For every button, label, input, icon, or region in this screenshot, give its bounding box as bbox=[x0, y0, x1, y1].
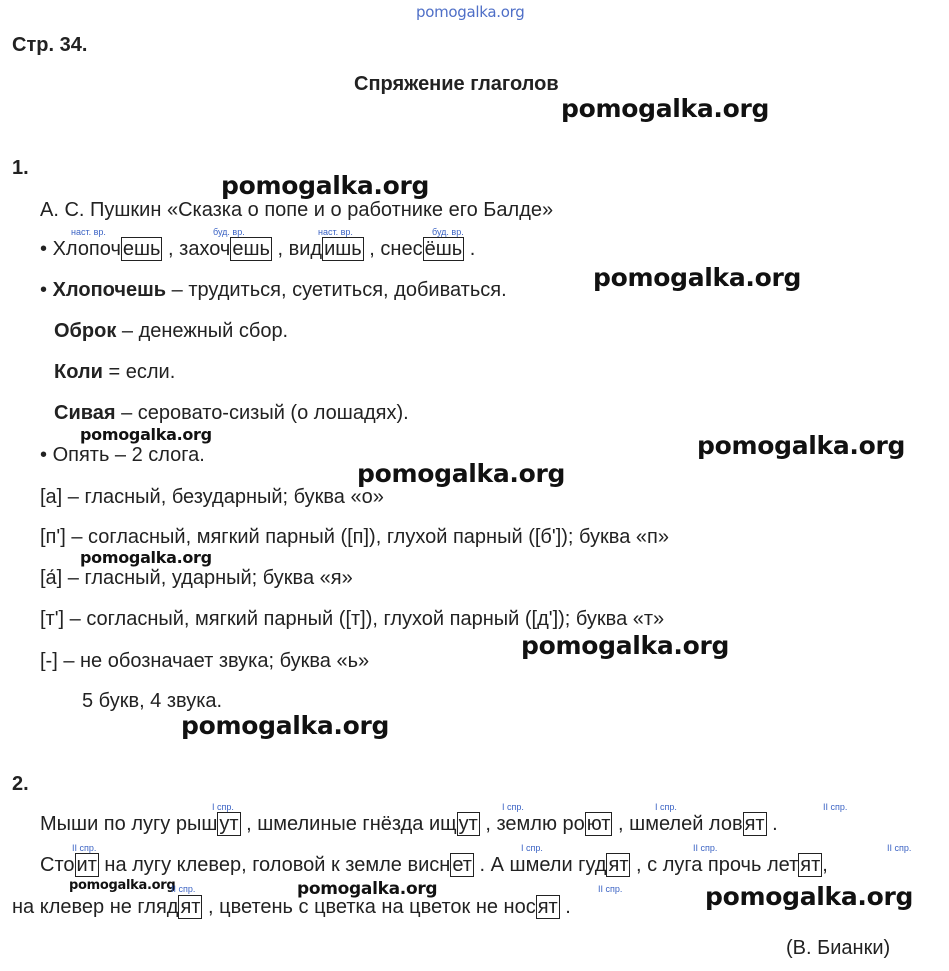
verb-ending: ят bbox=[744, 813, 765, 835]
text-fragment: , землю ро bbox=[479, 813, 585, 835]
bullet: • bbox=[40, 279, 48, 301]
separator: , bbox=[168, 238, 174, 260]
conjugation-annotation: II спр. bbox=[171, 884, 196, 894]
watermark-top: pomogalka.org bbox=[416, 3, 525, 21]
conjugation-annotation: II спр. bbox=[598, 884, 623, 894]
phonetic-line: [-] – не обозначает звука; буква «ь» bbox=[40, 650, 370, 672]
text-line bbox=[40, 854, 828, 877]
page-header: Стр. 34. bbox=[12, 34, 88, 56]
watermark: pomogalka.org bbox=[80, 548, 212, 567]
watermark: pomogalka.org bbox=[80, 425, 212, 444]
text-fragment: на лугу клевер, головой к земле висн bbox=[98, 854, 451, 876]
watermark: pomogalka.org bbox=[297, 879, 438, 899]
text-fragment: на клевер не гляд bbox=[12, 896, 179, 918]
tense-annotation: наст. вр. bbox=[71, 227, 106, 237]
tense-annotation: буд. вр. bbox=[432, 227, 464, 237]
syllables-text: Опять – 2 слога. bbox=[52, 444, 205, 466]
verbs-line bbox=[40, 238, 475, 261]
verb-ending: ит bbox=[76, 854, 97, 876]
conjugation-annotation: II спр. bbox=[823, 802, 848, 812]
verb-stem: снес bbox=[380, 238, 423, 260]
verb-ending: ят bbox=[800, 854, 821, 876]
definition-term: Коли bbox=[54, 361, 103, 383]
definition-term: Хлопочешь bbox=[52, 279, 167, 301]
page-title: Спряжение глаголов bbox=[354, 73, 559, 95]
separator: . bbox=[469, 238, 476, 260]
watermark: pomogalka.org bbox=[69, 878, 176, 893]
definition-term: Сивая bbox=[54, 402, 116, 424]
verb-ending: ишь bbox=[324, 238, 362, 260]
definition bbox=[40, 279, 507, 302]
text-fragment: Сто bbox=[40, 854, 75, 876]
definition-text: – трудиться, суетиться, добиваться. bbox=[166, 279, 507, 301]
watermark: pomogalka.org bbox=[357, 459, 566, 488]
verb-stem: вид bbox=[288, 238, 323, 260]
verb-ending: ут bbox=[219, 813, 239, 835]
syllables-line bbox=[40, 444, 205, 467]
verb-ending: ешь bbox=[232, 238, 270, 260]
summary: 5 букв, 4 звука. bbox=[82, 690, 223, 712]
bullet: • bbox=[40, 444, 48, 466]
text-fragment: , цветень с цветка на цветок не нос bbox=[202, 896, 536, 918]
conjugation-annotation: I спр. bbox=[502, 802, 524, 812]
task-number: 2. bbox=[12, 773, 29, 795]
text-fragment: Мыши по лугу рыш bbox=[40, 813, 218, 835]
definition bbox=[54, 402, 409, 425]
watermark: pomogalka.org bbox=[221, 171, 430, 200]
text-fragment: , bbox=[822, 854, 828, 876]
text-line bbox=[12, 896, 571, 919]
phonetic-line: [т'] – согласный, мягкий парный ([т]), глухой парный ([д']); буква «т» bbox=[40, 608, 665, 630]
verb-ending: ят bbox=[608, 854, 629, 876]
verb-ending: ут bbox=[458, 813, 478, 835]
definition bbox=[54, 361, 175, 384]
conjugation-annotation: I спр. bbox=[212, 802, 234, 812]
conjugation-annotation: II спр. bbox=[887, 843, 912, 853]
watermark: pomogalka.org bbox=[181, 711, 390, 740]
bullet: • bbox=[40, 238, 48, 260]
conjugation-annotation: II спр. bbox=[693, 843, 718, 853]
verb-ending: ят bbox=[537, 896, 558, 918]
separator: , bbox=[277, 238, 284, 260]
text-line bbox=[40, 813, 778, 836]
author: (В. Бианки) bbox=[786, 937, 891, 959]
conjugation-annotation: I спр. bbox=[655, 802, 677, 812]
watermark: pomogalka.org bbox=[697, 431, 906, 460]
task-number: 1. bbox=[12, 157, 29, 179]
verb-ending: ют bbox=[586, 813, 611, 835]
verb-ending: ёшь bbox=[424, 238, 463, 260]
definition-text: = если. bbox=[102, 361, 176, 383]
text-fragment: . bbox=[559, 896, 571, 918]
phonetic-line: [п'] – согласный, мягкий парный ([п]), глухой парный ([б']); буква «п» bbox=[40, 526, 669, 548]
text-fragment: , с луга прочь лет bbox=[630, 854, 799, 876]
definition bbox=[54, 320, 288, 343]
verb-ending: ет bbox=[452, 854, 472, 876]
separator: , bbox=[369, 238, 375, 260]
phonetic-line: [а́] – гласный, ударный; буква «я» bbox=[40, 567, 353, 589]
tense-annotation: буд. вр. bbox=[213, 227, 245, 237]
conjugation-annotation: I спр. bbox=[521, 843, 543, 853]
phonetic-line: [а] – гласный, безударный; буква «о» bbox=[40, 486, 384, 508]
tense-annotation: наст. вр. bbox=[318, 227, 353, 237]
text-fragment: , шмелиные гнёзда ищ bbox=[240, 813, 457, 835]
text-fragment: . А шмели гуд bbox=[473, 854, 607, 876]
definition-text: – серовато-сизый (о лошадях). bbox=[115, 402, 409, 424]
verb-stem: Хлопоч bbox=[52, 238, 121, 260]
watermark: pomogalka.org bbox=[521, 631, 730, 660]
watermark: pomogalka.org bbox=[705, 882, 914, 911]
text-fragment: . bbox=[766, 813, 778, 835]
watermark: pomogalka.org bbox=[561, 94, 770, 123]
verb-ending: ешь bbox=[122, 238, 161, 260]
watermark: pomogalka.org bbox=[593, 263, 802, 292]
source-citation: А. С. Пушкин «Сказка о попе и о работнике его Балде» bbox=[40, 199, 554, 221]
definition-text: – денежный сбор. bbox=[116, 320, 289, 342]
definition-term: Оброк bbox=[54, 320, 117, 342]
conjugation-annotation: II спр. bbox=[72, 843, 97, 853]
verb-ending: ят bbox=[180, 896, 201, 918]
text-fragment: , шмелей лов bbox=[612, 813, 743, 835]
verb-stem: захоч bbox=[179, 238, 231, 260]
